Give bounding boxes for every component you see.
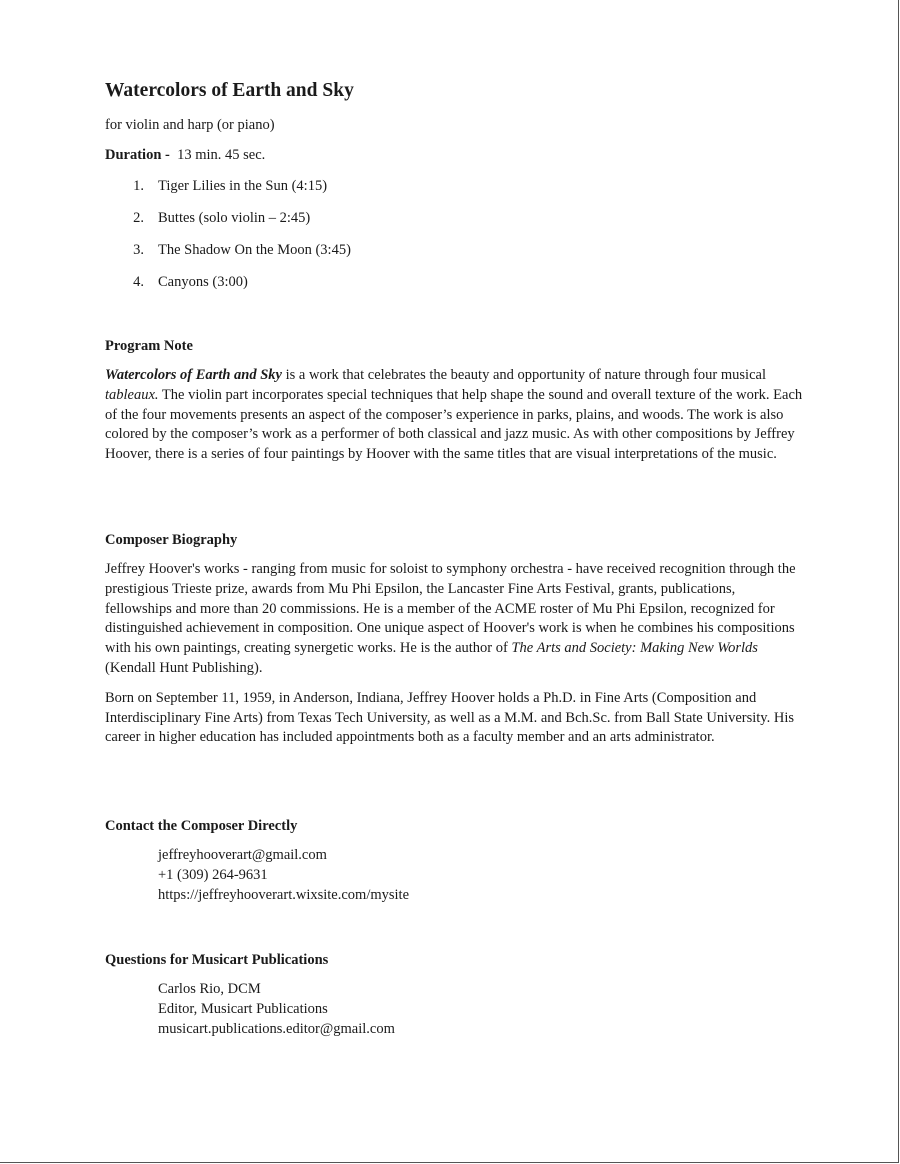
contact-heading: Contact the Composer Directly <box>105 818 298 834</box>
publisher-contact-details <box>158 980 805 1039</box>
contact-email[interactable]: jeffreyhooverart@gmail.com <box>158 847 327 863</box>
movement-title: Buttes (solo violin – 2:45) <box>158 210 311 226</box>
program-note-work-title: Watercolors of Earth and Sky <box>105 367 282 383</box>
movement-item <box>105 208 805 240</box>
movement-number: 2. <box>133 210 144 226</box>
program-note-tableaux: tableaux. <box>105 386 159 403</box>
instrumentation-subtitle: for violin and harp (or piano) <box>105 117 275 133</box>
movement-list <box>105 176 805 304</box>
questions-heading: Questions for Musicart Publications <box>105 952 329 968</box>
movement-number: 4. <box>133 274 144 290</box>
contact-phone: +1 (309) 264-9631 <box>158 866 268 883</box>
program-note-text <box>105 366 805 465</box>
editor-name: Carlos Rio, DCM <box>158 981 261 997</box>
book-title: The Arts and Society: Making New Worlds <box>511 640 758 657</box>
program-note-text-1: is a work that celebrates the beauty and opportunity of nature through four musical <box>281 367 766 383</box>
page-title: Watercolors of Earth and Sky <box>105 80 354 101</box>
movement-title: Canyons (3:00) <box>158 274 248 290</box>
biography-heading: Composer Biography <box>105 532 238 548</box>
duration-label: Duration - <box>105 147 170 163</box>
movement-number: 3. <box>133 242 144 258</box>
duration-line <box>105 145 805 165</box>
contact-section <box>105 816 805 905</box>
movement-title: The Shadow On the Moon (3:45) <box>158 242 351 258</box>
movement-item <box>105 176 805 208</box>
questions-section <box>105 950 805 1039</box>
program-note-text-2: The violin part incorporates special techniques that help shape the sound and overall texture of the work. Each of the four movements presents an aspect of the composer’s experience in parks, plains, and woods. The work is also colored by the composer’s work as a performer of both classical and jazz music. As with other compositions by Jeffrey Hoover, there is a series of four paintings by Hoover with the same titles that are visual interpretations of the music. <box>105 386 803 463</box>
movement-item <box>105 240 805 272</box>
editor-role: Editor, Musicart Publications <box>158 1000 328 1017</box>
contact-details <box>158 846 805 905</box>
editor-email[interactable]: musicart.publications.editor@gmail.com <box>158 1020 395 1037</box>
duration-value: 13 min. 45 sec. <box>177 147 266 163</box>
movement-item <box>105 272 805 304</box>
movement-title: Tiger Lilies in the Sun (4:15) <box>158 178 328 194</box>
program-note-section <box>105 336 805 465</box>
biography-paragraph-1 <box>105 560 805 679</box>
program-note-heading: Program Note <box>105 338 193 354</box>
document-content <box>105 78 805 1037</box>
movement-number: 1. <box>133 178 144 194</box>
biography-publisher: (Kendall Hunt Publishing). <box>105 659 263 676</box>
biography-text: Jeffrey Hoover's works - ranging from music for soloist to symphony orchestra - have received recognition through the prestigious Trieste prize, awards from Mu Phi Epsilon, the Lancaster Fine Arts Festival, grants, publications, fellowships and more than 20 commissions. He is a member of the ACME roster of Mu Phi Epsilon, recognized for distinguished achievement in composition. One unique aspect of Hoover's work is when he combines his compositions with his own paintings, creating synergetic works. He is the author of <box>105 561 796 657</box>
biography-section <box>105 530 805 748</box>
biography-paragraph-2: Born on September 11, 1959, in Anderson, Indiana, Jeffrey Hoover holds a Ph.D. in Fine Arts (Composition and Interdisciplinary Fine Arts) from Texas Tech University, as well as a M.M. and Bch.Sc. from Ball State University. His career in higher education has included appointments both as a faculty member and an arts administrator. <box>105 689 795 746</box>
contact-website[interactable]: https://jeffreyhooverart.wixsite.com/mysite <box>158 886 410 903</box>
